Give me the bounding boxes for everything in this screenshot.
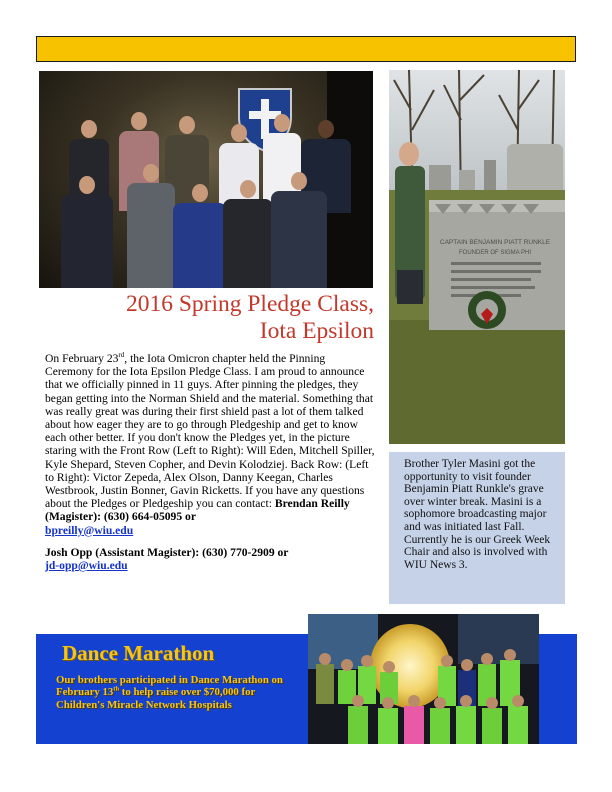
headline-line2: Iota Epsilon — [259, 318, 374, 344]
dm-superscript: th — [113, 685, 120, 693]
article-paragraph — [45, 352, 375, 524]
body-superscript: rd — [118, 351, 125, 360]
headline-line1: 2016 Spring Pledge Class, — [125, 291, 374, 317]
body-text-start: On February 23 — [45, 352, 119, 365]
inscription-line2: FOUNDER OF SIGMA PHI — [458, 250, 532, 256]
contact-magister: Brendan Reilly (Magister): (630) 664-05095 or — [45, 497, 350, 524]
grave-photo-caption — [389, 452, 565, 604]
dance-marathon-photo — [308, 614, 539, 744]
pledge-class-group-photo — [39, 71, 373, 288]
contact-assistant-magister: Josh Opp (Assistant Magister): (630) 770-2909 or — [45, 545, 289, 559]
dance-marathon-title: Dance Marathon — [62, 641, 215, 665]
dance-marathon-text — [56, 674, 291, 711]
top-banner-bar — [36, 36, 576, 62]
email-link-magister[interactable]: bpreilly@wiu.edu — [45, 523, 134, 537]
caption-text: Brother Tyler Masini got the opportunity to visit founder Benjamin Piatt Runkle's grave over winter break. Masini is a sophomore broadcasting major and was initiated last Fall. Currently he is our Greek Week Chair and also is involved with WIU News 3. — [404, 458, 551, 571]
dm-text-end: to help raise over $70,000 for Children's Miracle Network Hospitals — [56, 686, 256, 711]
dm-text-start: Our brothers participated in Dance Marathon on February 13 — [56, 674, 283, 699]
article-body — [45, 352, 375, 572]
runkle-grave-photo — [389, 70, 565, 444]
body-text-main: , the Iota Omicron chapter held the Pinning Ceremony for the Iota Epsilon Pledge Class. I am proud to announce that we officially pinned in 11 guys. After pinning the pledges, they began getting into the Norman Shield and the material. Something that was really great was during their first shield past a lot of them talked about how eager they are to go through Pledgeship and get to know each other better. If you don't know the Pledges yet, in the picture staring with the Front Row (Left to Right): Will Eden, Mitchell Spiller, Kyle Shepard, Steven Copher, and Devin Kolodziej. Back Row: (Left to Right): Victor Zepeda, Alex Olson, Danny Keegan, Charles Westbrook, Justin Bonner, Gavin Ricketts. If you have any questions about the Pledges or Pledgeship you can contact: — [45, 352, 375, 511]
article-headline — [60, 291, 374, 345]
email-link-assistant-magister[interactable]: jd-opp@wiu.edu — [45, 559, 128, 573]
inscription-name: CAPTAIN BENJAMIN PIATT RUNKLE — [439, 239, 551, 246]
